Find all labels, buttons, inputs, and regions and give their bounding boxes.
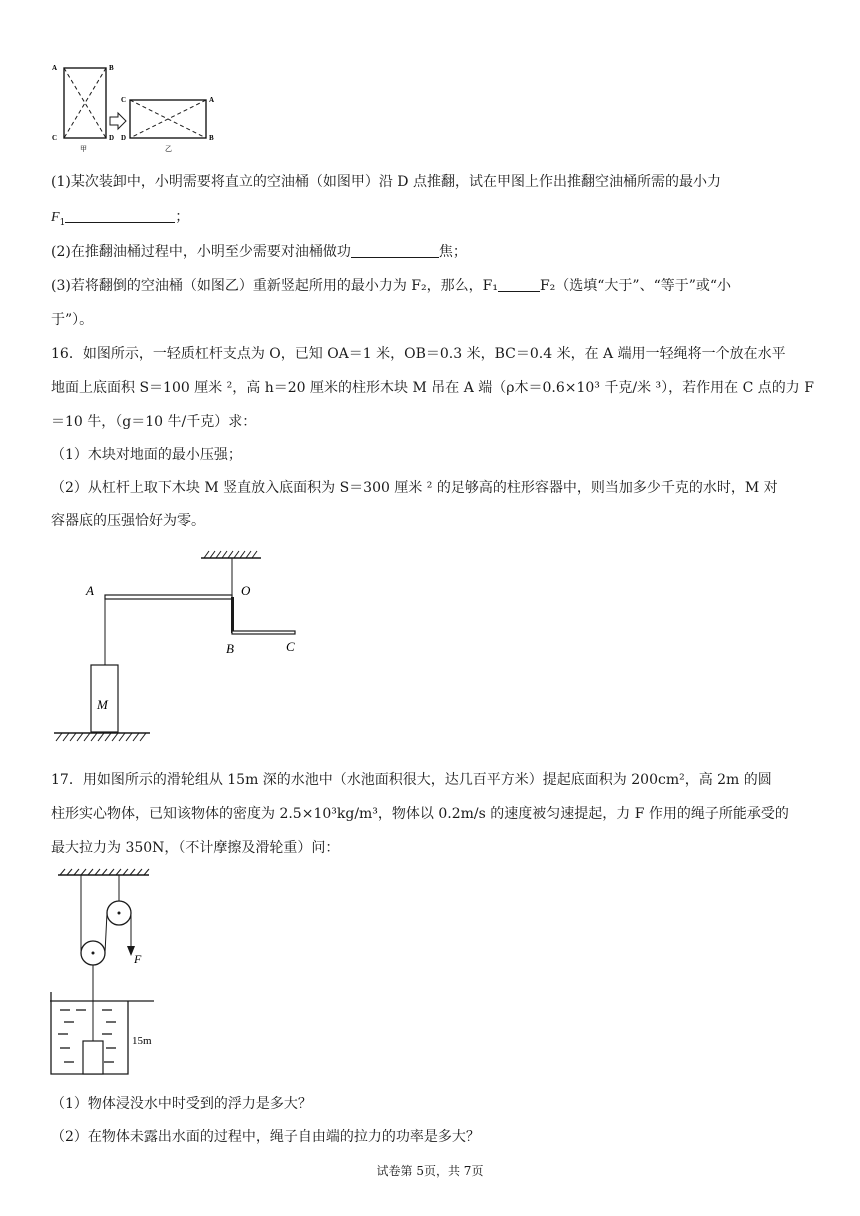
q15-part3-text: (3)若将翻倒的空油桶（如图乙）重新竖起所用的最小力为 F₂，那么，F₁	[51, 278, 498, 294]
lever-label-C: C	[286, 639, 295, 654]
q17-sub1: （1）物体浸没水中时受到的浮力是多大？	[51, 1096, 312, 1112]
block-label-M: M	[97, 697, 108, 712]
q17-line2: 柱形实心物体，已知该物体的密度为 2.5×10³kg/m³，物体以 0.2m/s 的速度被匀速提起，力 F 作用的绳子所能承受的	[51, 806, 789, 822]
caption-yi: 乙	[165, 145, 172, 153]
oil-barrel-figure	[46, 58, 226, 158]
lever-label-B: B	[226, 641, 234, 656]
q17-line1: 17．用如图所示的滑轮组从 15m 深的水池中（水池面积很大，达几百平方米）提起底面积为 200cm²，高 2m 的圆	[51, 772, 772, 788]
label-D-jia: D	[109, 134, 115, 142]
q16-line2: 地面上底面积 S＝100 厘米 ²，高 h＝20 厘米的柱形木块 M 吊在 A 端（ρ木＝0.6×10³ 千克/米 ³），若作用在 C 点的力 F	[51, 380, 814, 396]
page-footer: 试卷第 5页，共 7页	[376, 1164, 484, 1178]
lever-label-A: A	[86, 583, 94, 598]
q15-part3-line2: 于”）。	[51, 312, 94, 328]
label-B-jia: B	[109, 64, 114, 72]
q15-f1-end: ；	[175, 209, 190, 225]
q15-part2-text: (2)在推翻油桶过程中，小明至少需要对油桶做功	[51, 244, 351, 260]
q16-line1: 16．如图所示，一轻质杠杆支点为 O，已知 OA＝1 米，OB＝0.3 米，BC＝0.4 米，在 A 端用一轻绳将一个放在水平	[51, 346, 786, 362]
q15-compare-blank[interactable]	[498, 277, 540, 292]
q15-part1-answer	[51, 207, 811, 228]
lever-OB	[231, 597, 234, 633]
q15-f1-blank[interactable]	[65, 208, 175, 223]
q17-line3: 最大拉力为 350N，（不计摩擦及滑轮重）问：	[51, 840, 340, 856]
q15-f1-var: F	[51, 210, 60, 225]
label-A-jia: A	[52, 64, 58, 72]
label-C-yi: C	[121, 96, 127, 104]
caption-jia: 甲	[80, 145, 87, 153]
lever-BC	[232, 631, 295, 634]
transform-arrow	[110, 113, 126, 129]
q16-sub1: （1）木块对地面的最小压强；	[51, 447, 242, 463]
q15-part3-mid: F₂（选填“大于”、“等于”或“小	[539, 278, 732, 294]
label-A-yi: A	[209, 96, 215, 104]
label-C-jia: C	[52, 134, 58, 142]
q15-work-blank[interactable]	[351, 243, 439, 258]
q15-part3	[51, 276, 811, 296]
q15-part2	[51, 242, 811, 262]
q15-part1: (1)某次装卸中，小明需要将直立的空油桶（如图甲）沿 D 点推翻，试在甲图上作出推翻空油桶所需的最小力	[51, 174, 721, 190]
q15-f1-sub: 1	[59, 217, 66, 228]
q16-sub2b: 容器底的压强恰好为零。	[51, 513, 205, 529]
pulley-figure	[46, 866, 166, 1086]
label-B-yi: B	[209, 134, 214, 142]
lever-figure	[46, 545, 316, 750]
q17-sub2: （2）在物体未露出水面的过程中，绳子自由端的拉力的功率是多大？	[51, 1129, 480, 1145]
label-D-yi: D	[121, 134, 127, 142]
q16-sub2a: （2）从杠杆上取下木块 M 竖直放入底面积为 S＝300 厘米 ² 的足够高的柱形容器中，则当加多少千克的水时，M 对	[51, 480, 778, 496]
cylinder-object	[83, 1041, 103, 1074]
q16-line3: ＝10 牛，（g＝10 牛/千克）求：	[51, 414, 257, 430]
q15-part2-end: 焦；	[438, 244, 467, 260]
barrel-upright	[64, 68, 106, 138]
depth-label: 15m	[132, 1035, 152, 1047]
lever-label-O: O	[241, 583, 251, 598]
lever-AO	[105, 595, 232, 599]
force-label-F: F	[134, 952, 142, 966]
